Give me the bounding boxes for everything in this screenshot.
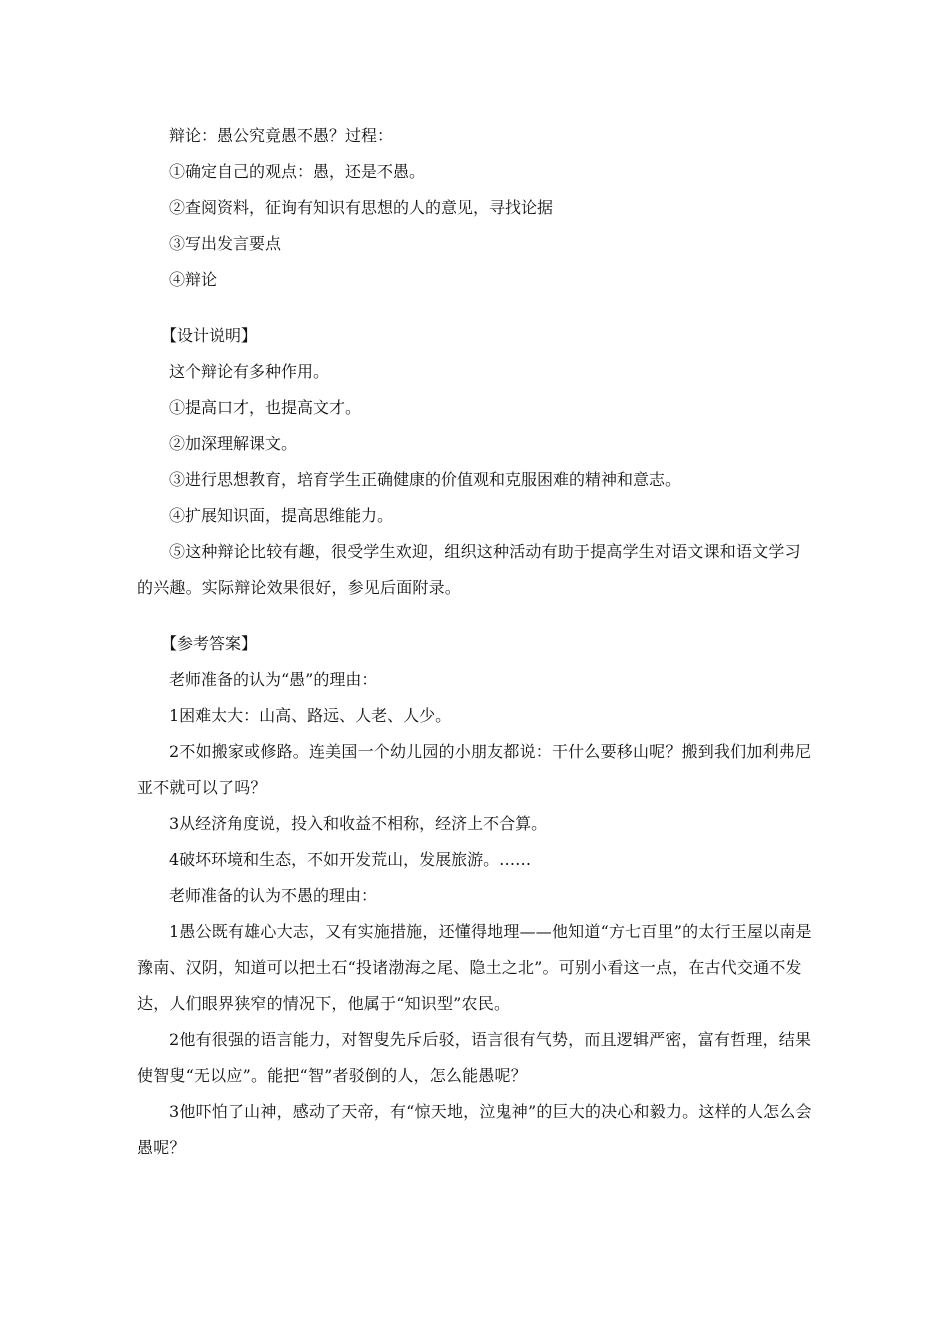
foolish-reason: 4破坏环境和生态，不如开发荒山，发展旅游。…… xyxy=(169,850,532,869)
section-gap xyxy=(137,298,813,318)
design-point: ③进行思想教育，培育学生正确健康的价值观和克服困难的精神和意志。 xyxy=(169,470,682,489)
wise-reason: 3他吓怕了山神，感动了天帝，有“惊天地，泣鬼神”的巨大的决心和毅力。这样的人怎么会愚呢？ xyxy=(137,1102,812,1157)
foolish-reason: 2不如搬家或修路。连美国一个幼儿园的小朋友都说：干什么要移山呢？搬到我们加利弗尼亚不就可以了吗？ xyxy=(137,742,812,797)
debate-step: ①确定自己的观点：愚，还是不愚。 xyxy=(169,162,426,181)
debate-step: ③写出发言要点 xyxy=(169,234,282,253)
foolish-reason: 1困难太大：山高、路远、人老、人少。 xyxy=(169,706,452,725)
debate-step: ②查阅资料，征询有知识有思想的人的意见，寻找论据 xyxy=(169,198,554,217)
section-gap xyxy=(137,606,813,626)
foolish-intro: 老师准备的认为“愚”的理由： xyxy=(169,670,378,689)
foolish-reason: 3从经济角度说，投入和收益不相称，经济上不合算。 xyxy=(169,814,548,833)
design-intro: 这个辩论有多种作用。 xyxy=(169,362,330,381)
design-point: ②加深理解课文。 xyxy=(169,434,298,453)
design-point: ⑤这种辩论比较有趣，很受学生欢迎，组织这种活动有助于提高学生对语文课和语文学习的兴趣。实际辩论效果很好，参见后面附录。 xyxy=(137,542,801,597)
wise-reason: 2他有很强的语言能力，对智叟先斥后驳，语言很有气势，而且逻辑严密，富有哲理，结果使智叟“无以应”。能把“智”者驳倒的人，怎么能愚呢？ xyxy=(137,1030,812,1085)
design-heading: 【设计说明】 xyxy=(161,326,258,345)
wise-intro: 老师准备的认为不愚的理由： xyxy=(169,886,378,905)
wise-reason: 1愚公既有雄心大志，又有实施措施，还懂得地理——他知道“方七百里”的太行王屋以南是豫南、汉阴，知道可以把土石“投诸渤海之尾、隐土之北”。可别小看这一点，在古代交通不发达，人们眼界狭窄的情况下，他属于“知识型”农民。 xyxy=(137,922,812,1013)
document-body xyxy=(137,118,813,1166)
debate-step: ④辩论 xyxy=(169,270,218,289)
answer-heading: 【参考答案】 xyxy=(161,634,258,653)
debate-title: 辩论：愚公究竟愚不愚？过程： xyxy=(169,126,394,145)
design-point: ④扩展知识面，提高思维能力。 xyxy=(169,506,394,525)
design-point: ①提高口才，也提高文才。 xyxy=(169,398,362,417)
